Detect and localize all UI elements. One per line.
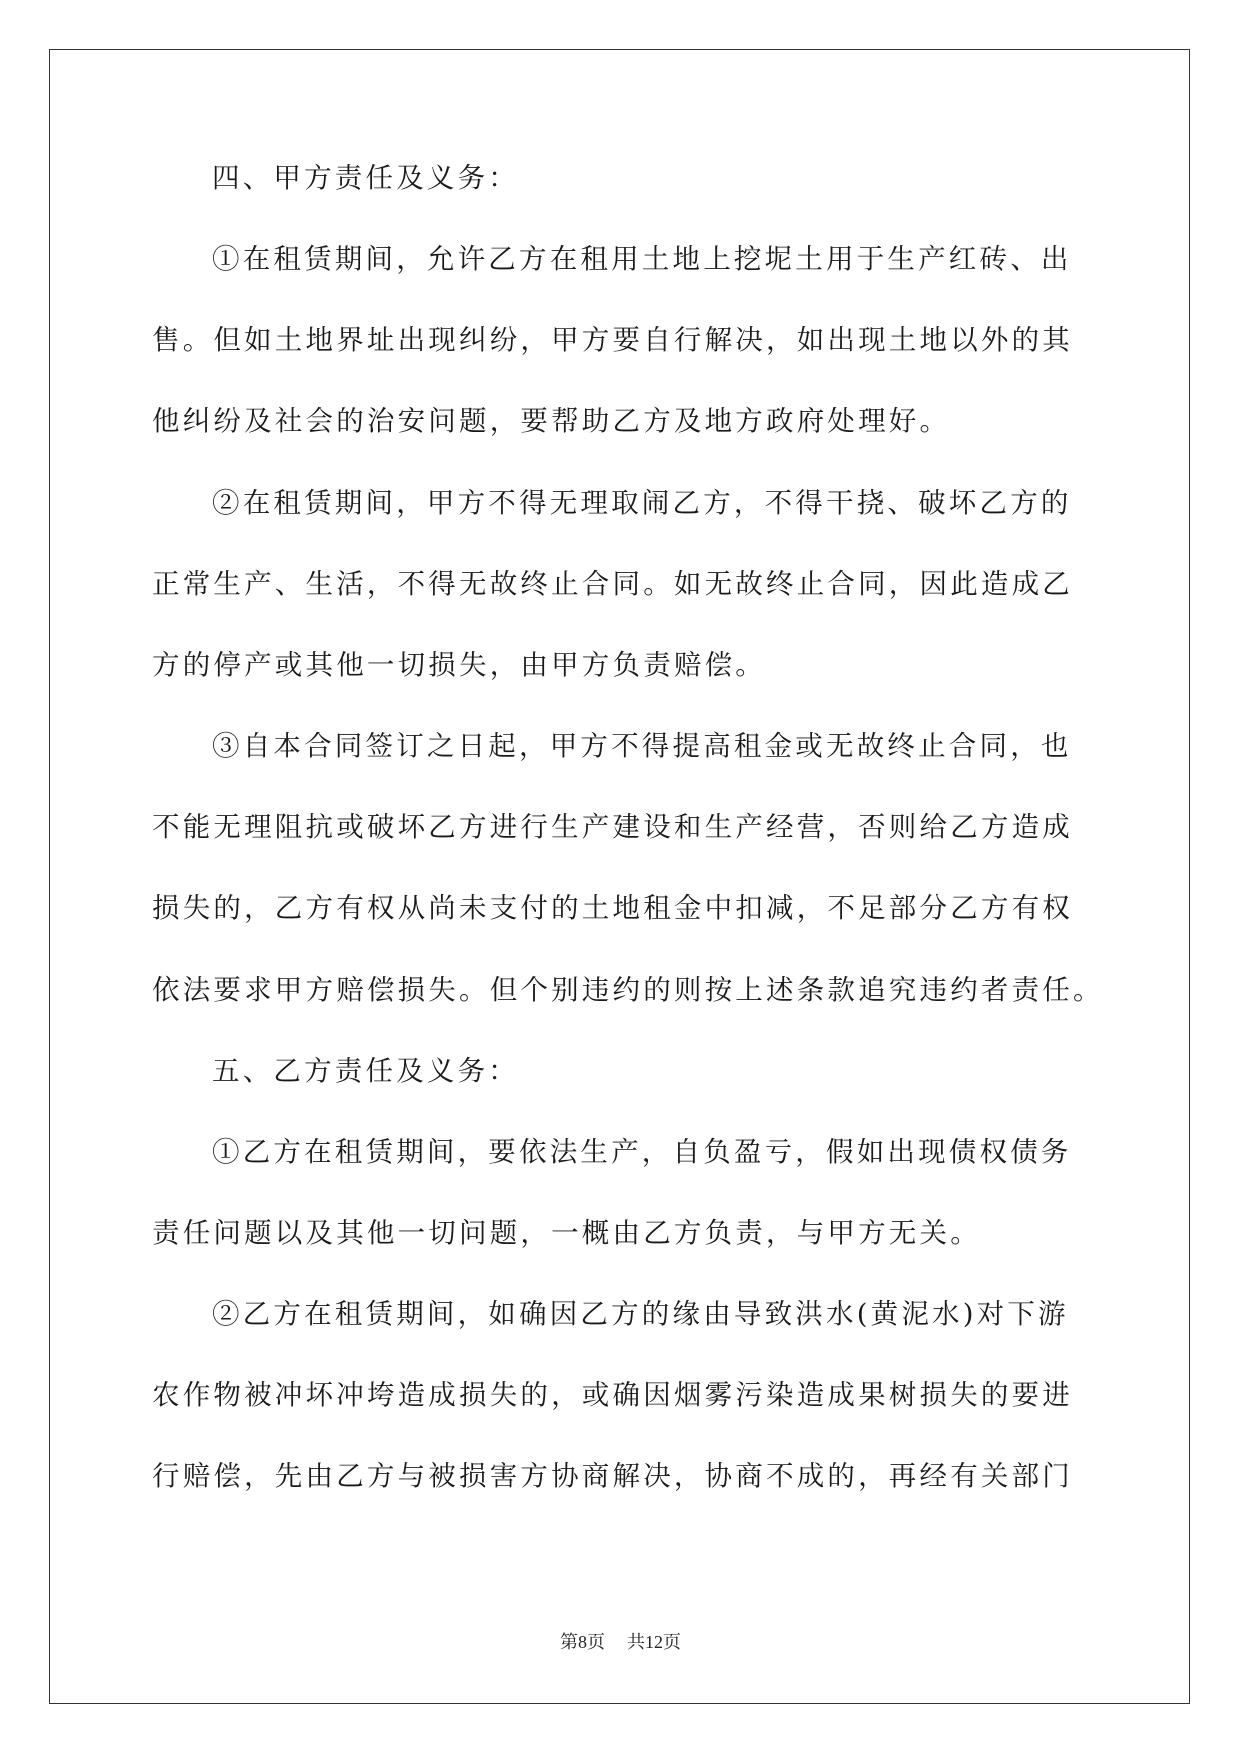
paragraph-line: ③自本合同签订之日起，甲方不得提高租金或无故终止合同，也 — [212, 730, 1072, 762]
paragraph-line: 行赔偿，先由乙方与被损害方协商解决，协商不成的，再经有关部门 — [152, 1460, 1073, 1492]
paragraph-line: 不能无理阻抗或破坏乙方进行生产建设和生产经营，否则给乙方造成 — [152, 811, 1073, 843]
paragraph-line: 正常生产、生活，不得无故终止合同。如无故终止合同，因此造成乙 — [152, 568, 1073, 600]
paragraph-line: ②乙方在租赁期间，如确因乙方的缘由导致洪水(黄泥水)对下游 — [212, 1298, 1069, 1330]
paragraph-line: 损失的，乙方有权从尚未支付的土地租金中扣减，不足部分乙方有权 — [152, 892, 1073, 924]
page-number: 第8页 — [560, 1632, 605, 1652]
paragraph-line: 农作物被冲坏冲垮造成损失的，或确因烟雾污染造成果树损失的要进 — [152, 1379, 1073, 1411]
paragraph-line: 售。但如土地界址出现纠纷，甲方要自行解决，如出现土地以外的其 — [152, 324, 1073, 356]
page-total: 共12页 — [627, 1632, 681, 1652]
paragraph-line: ①在租赁期间，允许乙方在租用土地上挖坭土用于生产红砖、出 — [212, 243, 1072, 275]
paragraph-line: 方的停产或其他一切损失，由甲方负责赔偿。 — [152, 649, 766, 681]
section-heading-party-a: 四、甲方责任及义务： — [212, 162, 519, 194]
paragraph-line: ①乙方在租赁期间，要依法生产，自负盈亏，假如出现债权债务 — [212, 1136, 1072, 1168]
paragraph-line: 责任问题以及其他一切问题，一概由乙方负责，与甲方无关。 — [152, 1217, 981, 1249]
page-footer — [0, 1628, 1241, 1654]
section-heading-party-b: 五、乙方责任及义务： — [212, 1055, 519, 1087]
paragraph-line: 依法要求甲方赔偿损失。但个别违约的则按上述条款追究违约者责任。 — [152, 974, 1104, 1006]
paragraph-line: 他纠纷及社会的治安问题，要帮助乙方及地方政府处理好。 — [152, 405, 951, 437]
paragraph-line: ②在租赁期间，甲方不得无理取闹乙方，不得干挠、破坏乙方的 — [212, 487, 1072, 519]
